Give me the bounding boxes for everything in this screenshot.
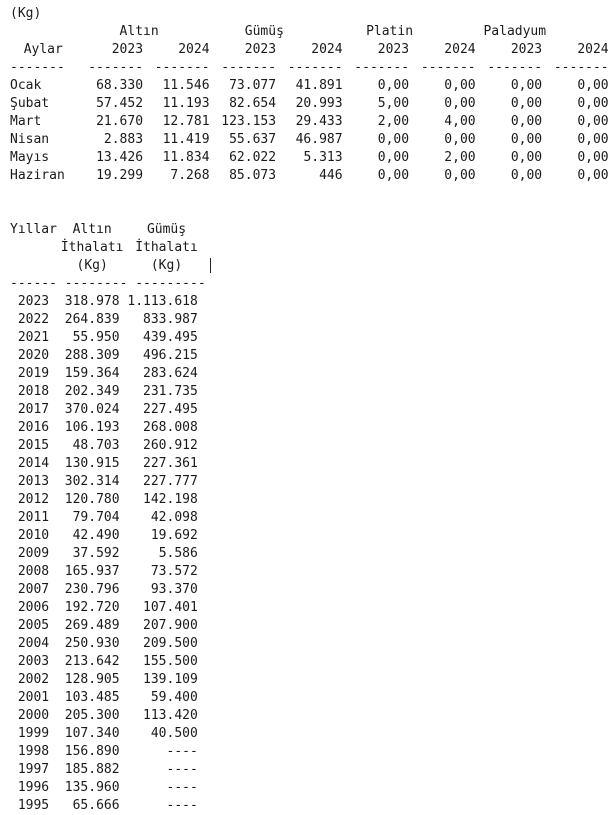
table-row [10, 653, 609, 671]
silver-value-cell: 1.113.618 [127, 294, 198, 309]
value-cell: 29.433 [295, 114, 343, 129]
table-row [10, 383, 609, 401]
value-cell: 0,00 [444, 78, 476, 93]
table-row [10, 545, 609, 563]
gold-value-cell: 130.915 [64, 456, 120, 471]
value-cell: 446 [319, 168, 343, 183]
value-cell: 11.193 [162, 96, 210, 111]
value-cell: 0,00 [577, 132, 609, 147]
yearly-separator-row [10, 275, 609, 293]
value-cell: 0,00 [510, 96, 543, 111]
gold-value-cell: 79.704 [72, 510, 120, 525]
value-cell: 0,00 [444, 96, 476, 111]
table-row [10, 779, 609, 797]
silver-header-line-1: Gümüş [146, 222, 187, 237]
separator-year: ------ [10, 276, 57, 291]
silver-value-cell: 283.624 [143, 366, 198, 381]
value-cell: 41.891 [295, 78, 343, 93]
year-header-cell: 2024 [577, 42, 609, 57]
silver-value-cell: 227.777 [143, 474, 198, 489]
month-cell: Mayıs [10, 150, 50, 165]
value-cell: 0,00 [377, 150, 410, 165]
gold-value-cell: 65.666 [72, 798, 120, 813]
value-cell: 0,00 [377, 78, 410, 93]
silver-value-cell: 268.008 [143, 420, 198, 435]
table-row [10, 509, 609, 527]
silver-value-cell: 439.495 [143, 330, 198, 345]
gold-value-cell: 269.489 [64, 618, 120, 633]
year-cell: 2003 [17, 654, 50, 669]
table-row [10, 419, 609, 437]
year-header-cell: 2023 [111, 42, 144, 57]
table-row [10, 743, 609, 761]
gold-value-cell: 250.930 [64, 636, 120, 651]
value-cell: 0,00 [510, 78, 543, 93]
metal-header-row [10, 23, 609, 41]
year-header-cell: 2023 [377, 42, 410, 57]
value-cell: 0,00 [577, 168, 609, 183]
year-cell: 1995 [17, 798, 50, 813]
year-cell: 2000 [17, 708, 50, 723]
silver-value-cell: ---- [166, 762, 198, 777]
value-cell: 0,00 [510, 150, 543, 165]
value-cell: 7.268 [170, 168, 210, 183]
year-cell: 2007 [17, 582, 50, 597]
separator-cell: ------- [553, 60, 609, 75]
value-cell: 13.426 [96, 150, 144, 165]
value-cell: 82.654 [229, 96, 277, 111]
silver-value-cell: 227.495 [143, 402, 198, 417]
gold-value-cell: 370.024 [64, 402, 120, 417]
table-row [10, 347, 609, 365]
separator-cell: ------- [221, 60, 277, 75]
separator-silver: --------- [135, 276, 206, 291]
table-row [10, 761, 609, 779]
table-row [10, 563, 609, 581]
table-row [10, 311, 609, 329]
year-cell: 2021 [17, 330, 50, 345]
gold-value-cell: 318.978 [64, 294, 120, 309]
table-row [10, 95, 609, 113]
year-cell: 2010 [17, 528, 50, 543]
table-row [10, 167, 609, 185]
silver-value-cell: 209.500 [143, 636, 198, 651]
value-cell: 0,00 [377, 168, 410, 183]
gold-value-cell: 165.937 [64, 564, 120, 579]
separator-gold: -------- [64, 276, 128, 291]
year-cell: 2002 [17, 672, 50, 687]
gold-value-cell: 202.349 [64, 384, 120, 399]
month-cell: Mart [10, 114, 42, 129]
silver-value-cell: 207.900 [143, 618, 198, 633]
value-cell: 55.637 [229, 132, 277, 147]
value-cell: 0,00 [444, 168, 476, 183]
year-column-header: Yıllar [10, 222, 57, 237]
month-column-header: Aylar [23, 42, 63, 57]
silver-value-cell: 227.361 [143, 456, 198, 471]
value-cell: 0,00 [577, 78, 609, 93]
silver-value-cell: 40.500 [150, 726, 198, 741]
value-cell: 5.313 [303, 150, 343, 165]
value-cell: 21.670 [96, 114, 144, 129]
silver-value-cell: 260.912 [143, 438, 198, 453]
value-cell: 0,00 [577, 150, 609, 165]
value-cell: 20.993 [295, 96, 343, 111]
table-row [10, 437, 609, 455]
silver-value-cell: ---- [166, 780, 198, 795]
table-row [10, 149, 609, 167]
table-row [10, 671, 609, 689]
silver-value-cell: 496.215 [143, 348, 198, 363]
gold-value-cell: 205.300 [64, 708, 120, 723]
value-cell: 0,00 [577, 96, 609, 111]
value-cell: 0,00 [444, 132, 476, 147]
gold-value-cell: 106.193 [64, 420, 120, 435]
gold-header-line-1: Altın [72, 222, 112, 237]
value-cell: 4,00 [444, 114, 476, 129]
gold-value-cell: 55.950 [72, 330, 120, 345]
gold-header-line-2: İthalatı [60, 240, 124, 255]
gold-value-cell: 192.720 [64, 600, 120, 615]
silver-value-cell: 107.401 [143, 600, 198, 615]
silver-value-cell: 73.572 [150, 564, 198, 579]
table-row [10, 635, 609, 653]
monthly-rows [10, 77, 609, 185]
value-cell: 2,00 [444, 150, 476, 165]
year-cell: 1997 [17, 762, 50, 777]
year-cell: 2004 [17, 636, 50, 651]
metal-header-palladium: Paladyum [483, 24, 547, 39]
year-cell: 2023 [17, 294, 50, 309]
year-cell: 1998 [17, 744, 50, 759]
metal-header-platinum: Platin [366, 24, 414, 39]
year-cell: 2008 [17, 564, 50, 579]
gold-value-cell: 230.796 [64, 582, 120, 597]
value-cell: 85.073 [229, 168, 277, 183]
gold-value-cell: 302.314 [64, 474, 120, 489]
year-cell: 2006 [17, 600, 50, 615]
value-cell: 46.987 [295, 132, 343, 147]
separator-cell: ------- [88, 60, 144, 75]
value-cell: 62.022 [229, 150, 277, 165]
silver-value-cell: 42.098 [150, 510, 198, 525]
separator-cell: ------- [354, 60, 410, 75]
value-cell: 12.781 [162, 114, 210, 129]
gold-header-line-3: (Kg) [76, 258, 108, 273]
year-header-row [10, 41, 609, 59]
yearly-rows [10, 293, 609, 815]
month-cell: Ocak [10, 78, 42, 93]
separator-cell: ------- [287, 60, 343, 75]
table-row [10, 113, 609, 131]
separator-cell: ------- [487, 60, 543, 75]
value-cell: 11.419 [162, 132, 210, 147]
silver-value-cell: 93.370 [150, 582, 198, 597]
metal-header-gold: Altın [119, 24, 159, 39]
yearly-header-row-3 [10, 257, 609, 275]
year-cell: 2020 [17, 348, 50, 363]
table-row [10, 707, 609, 725]
silver-header-line-2: İthalatı [135, 240, 198, 255]
year-header-cell: 2023 [510, 42, 543, 57]
value-cell: 0,00 [377, 132, 410, 147]
silver-value-cell: 231.735 [143, 384, 198, 399]
value-cell: 2,00 [377, 114, 410, 129]
value-cell: 0,00 [510, 168, 543, 183]
silver-value-cell: 142.198 [143, 492, 198, 507]
year-cell: 2014 [17, 456, 50, 471]
value-cell: 5,00 [377, 96, 410, 111]
gold-value-cell: 42.490 [72, 528, 120, 543]
silver-value-cell: 113.420 [143, 708, 198, 723]
silver-value-cell: 833.987 [143, 312, 198, 327]
value-cell: 2.883 [103, 132, 144, 147]
table-row [10, 797, 609, 815]
table-row [10, 365, 609, 383]
unit-label: (Kg) [10, 6, 42, 21]
table-row [10, 329, 609, 347]
table-row [10, 725, 609, 743]
silver-value-cell: 5.586 [158, 546, 198, 561]
silver-value-cell: ---- [166, 744, 198, 759]
gold-value-cell: 288.309 [64, 348, 120, 363]
value-cell: 0,00 [577, 114, 609, 129]
gold-value-cell: 128.905 [64, 672, 120, 687]
gold-value-cell: 264.839 [64, 312, 120, 327]
year-cell: 2022 [17, 312, 50, 327]
year-header-cell: 2023 [244, 42, 277, 57]
gold-value-cell: 135.960 [64, 780, 120, 795]
silver-value-cell: ---- [166, 798, 198, 813]
silver-value-cell: 19.692 [150, 528, 198, 543]
value-cell: 0,00 [510, 132, 543, 147]
year-cell: 2016 [17, 420, 50, 435]
table-row [10, 473, 609, 491]
value-cell: 19.299 [96, 168, 144, 183]
gold-value-cell: 48.703 [72, 438, 120, 453]
table-row [10, 581, 609, 599]
silver-value-cell: 139.109 [143, 672, 198, 687]
value-cell: 73.077 [229, 78, 277, 93]
separator-row [10, 59, 609, 77]
table-row [10, 293, 609, 311]
year-cell: 1996 [17, 780, 50, 795]
gold-value-cell: 120.780 [64, 492, 120, 507]
year-cell: 2017 [17, 402, 50, 417]
gold-value-cell: 213.642 [64, 654, 120, 669]
year-header-cell: 2024 [178, 42, 210, 57]
silver-value-cell: 155.500 [143, 654, 198, 669]
value-cell: 0,00 [510, 114, 543, 129]
table-row [10, 77, 609, 95]
year-cell: 2015 [17, 438, 50, 453]
table-row [10, 491, 609, 509]
value-cell: 57.452 [96, 96, 144, 111]
value-cell: 11.834 [162, 150, 210, 165]
table-row [10, 455, 609, 473]
table-row [10, 689, 609, 707]
text-cursor [210, 258, 211, 273]
value-cell: 123.153 [221, 114, 277, 129]
gold-value-cell: 103.485 [64, 690, 120, 705]
silver-value-cell: 59.400 [150, 690, 198, 705]
year-header-cell: 2024 [311, 42, 343, 57]
year-cell: 2005 [17, 618, 50, 633]
gold-value-cell: 37.592 [72, 546, 120, 561]
month-cell: Nisan [10, 132, 50, 147]
separator-cell: ------- [420, 60, 476, 75]
table-row [10, 401, 609, 419]
separator-cell: ------- [154, 60, 210, 75]
year-cell: 2011 [17, 510, 50, 525]
value-cell: 11.546 [162, 78, 210, 93]
year-cell: 2018 [17, 384, 50, 399]
table-row [10, 527, 609, 545]
document [10, 5, 609, 815]
yearly-header-row-2 [10, 239, 609, 257]
gold-value-cell: 156.890 [64, 744, 120, 759]
gold-value-cell: 107.340 [64, 726, 120, 741]
monthly-table [10, 23, 609, 185]
silver-header-line-3: (Kg) [150, 258, 183, 273]
year-cell: 2012 [17, 492, 50, 507]
month-cell: Haziran [10, 168, 65, 183]
value-cell: 68.330 [96, 78, 144, 93]
year-header-cell: 2024 [444, 42, 476, 57]
gold-value-cell: 185.882 [64, 762, 120, 777]
year-cell: 2019 [17, 366, 50, 381]
year-cell: 2001 [17, 690, 50, 705]
year-cell: 1999 [17, 726, 50, 741]
gold-value-cell: 159.364 [64, 366, 120, 381]
yearly-header-row-1 [10, 221, 609, 239]
table-row [10, 131, 609, 149]
yearly-table [10, 221, 609, 815]
year-cell: 2009 [17, 546, 50, 561]
table-row [10, 599, 609, 617]
metal-header-silver: Gümüş [244, 24, 284, 39]
year-cell: 2013 [17, 474, 50, 489]
month-cell: Şubat [10, 96, 50, 111]
table-row [10, 617, 609, 635]
separator-cell: ------- [10, 60, 65, 75]
